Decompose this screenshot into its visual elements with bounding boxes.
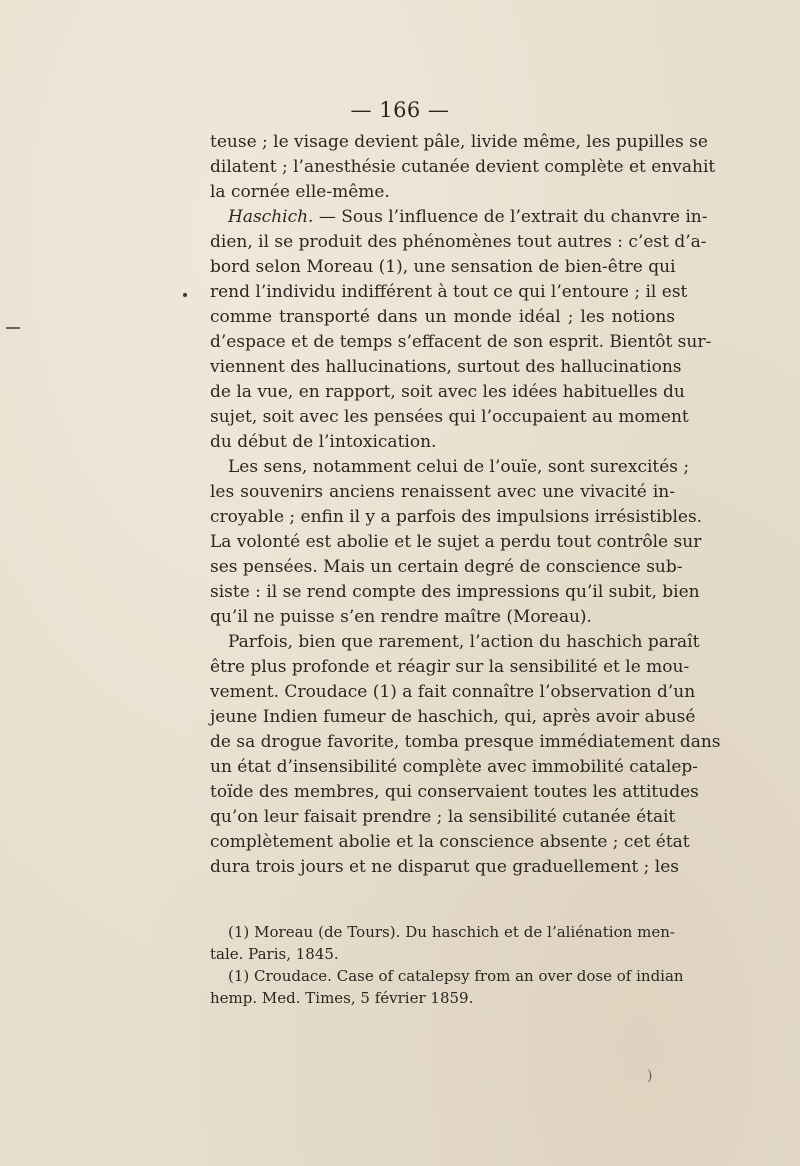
footnote-1-line: (1) Moreau (de Tours). Du haschich et de l’aliénation men- (228, 923, 675, 941)
text-line: siste : il se rend compte des impressions qu’il subit, bien (210, 582, 700, 602)
text-line: les souvenirs anciens renaissent avec une vivacité in- (210, 482, 675, 502)
text-line: d’espace et de temps s’effacent de son esprit. Bientôt sur- (210, 332, 712, 352)
text-line: bord selon Moreau (1), une sensation de bien-être qui (210, 257, 676, 277)
text-line: qu’il ne puisse s’en rendre maître (Moreau). (210, 607, 592, 627)
text-line: dura trois jours et ne disparut que graduellement ; les (210, 857, 680, 877)
text-line: jeune Indien fumeur de haschich, qui, après avoir abusé (210, 707, 696, 727)
text-line: du début de l’intoxication. (210, 432, 437, 452)
text-line: La volonté est abolie et le sujet a perdu tout contrôle sur (210, 532, 702, 552)
text-line: ses pensées. Mais un certain degré de conscience sub- (210, 557, 683, 577)
margin-tick-mark (6, 327, 20, 329)
text-line: croyable ; enfin il y a parfois des impulsions irrésistibles. (210, 507, 703, 527)
footnotes (210, 921, 684, 1009)
text-line: de sa drogue favorite, tomba presque immédiatement dans (210, 732, 721, 752)
text-line: qu’on leur faisait prendre ; la sensibilité cutanée était (210, 807, 676, 827)
page-number: — 166 — (350, 98, 450, 122)
text-line: Parfois, bien que rarement, l’action du haschich paraît (228, 632, 700, 652)
stray-mark: ) (647, 1068, 653, 1084)
footnote-2-line: hemp. Med. Times, 5 février 1859. (210, 989, 474, 1007)
footnote-2-line: (1) Croudace. Case of catalepsy from an over dose of indian (228, 967, 684, 985)
body-text (210, 130, 721, 880)
text-line: comme transporté dans un monde idéal ; les notions (210, 307, 675, 327)
text-line: dien, il se produit des phénomènes tout autres : c’est d’a- (210, 232, 707, 252)
text-line: la cornée elle-même. (210, 182, 390, 202)
text-line-haschich (210, 205, 708, 230)
text-fragment: — Sous l’influence de l’extrait du chanvre in- (313, 207, 708, 227)
text-line: rend l’individu indifférent à tout ce qui l’entoure ; il est (210, 282, 688, 302)
text-line: vement. Croudace (1) a fait connaître l’observation d’un (210, 682, 696, 702)
text-line: être plus profonde et réagir sur la sensibilité et le mou- (210, 657, 690, 677)
footnote-1-line: tale. Paris, 1845. (210, 945, 339, 963)
text-line: viennent des hallucinations, surtout des hallucinations (210, 357, 682, 377)
ink-dot-mark (183, 293, 187, 297)
text-line: toïde des membres, qui conservaient toutes les attitudes (210, 782, 699, 802)
section-heading-haschich: Haschich. (228, 207, 314, 227)
text-line: complètement abolie et la conscience absente ; cet état (210, 832, 690, 852)
text-line: un état d’insensibilité complète avec immobilité catalep- (210, 757, 699, 777)
text-line: de la vue, en rapport, soit avec les idées habituelles du (210, 382, 685, 402)
text-line: teuse ; le visage devient pâle, livide même, les pupilles se (210, 132, 708, 152)
text-line: sujet, soit avec les pensées qui l’occupaient au moment (210, 407, 689, 427)
text-line: Les sens, notamment celui de l’ouïe, sont surexcités ; (228, 457, 690, 477)
text-line: dilatent ; l’anesthésie cutanée devient complète et envahit (210, 157, 716, 177)
